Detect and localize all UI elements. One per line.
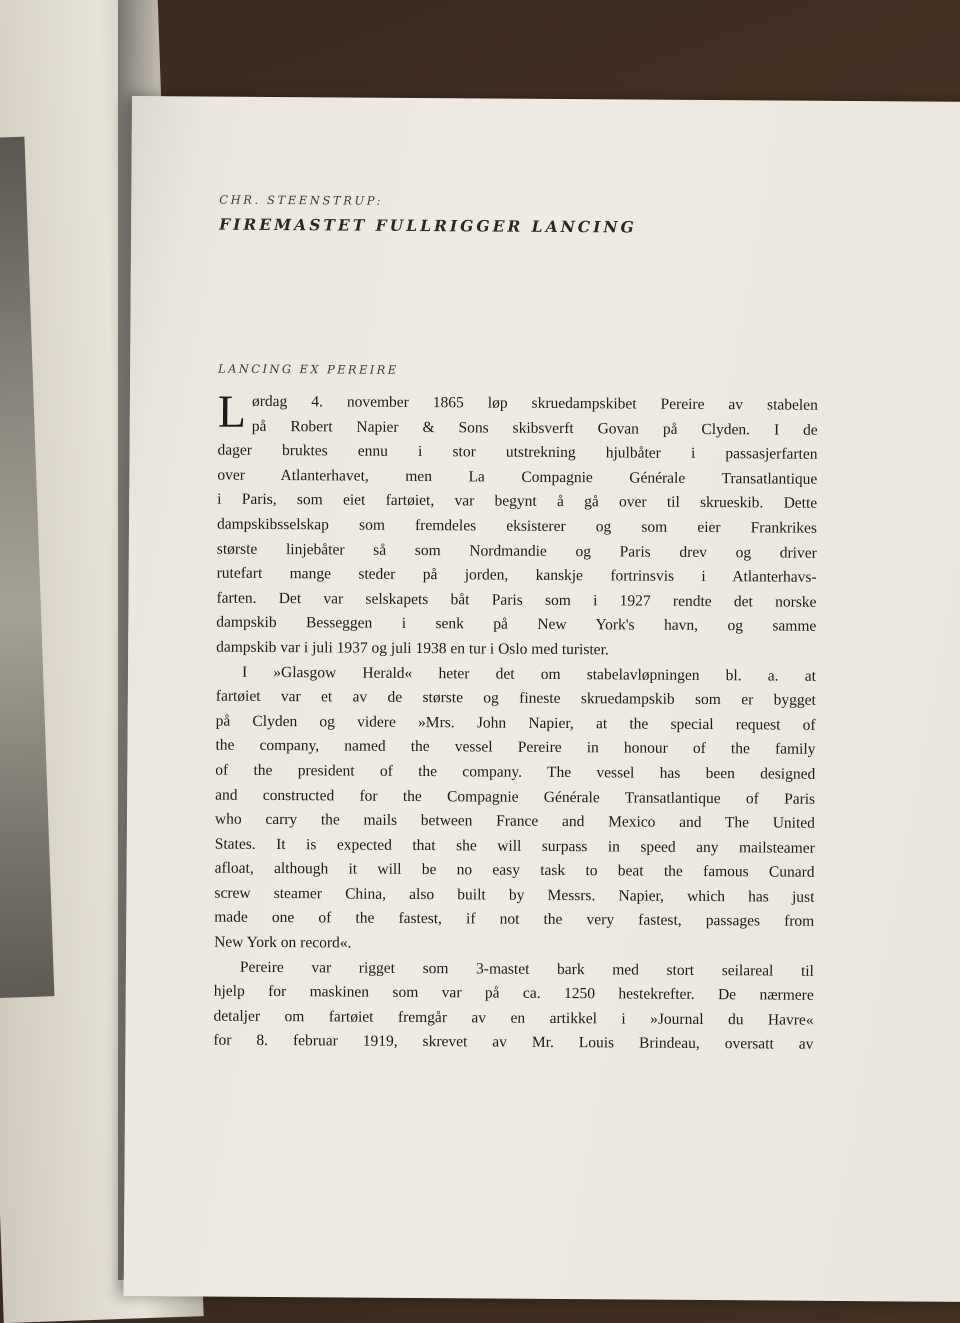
text-line: made one of the fastest, if not the very fastest, passages from: [214, 909, 815, 931]
text-line: på Robert Napier & Sons skibsverft Govan på Clyden. I de: [251, 417, 818, 439]
left-page-photo: [0, 137, 54, 999]
author-line: CHR. STEENSTRUP:: [219, 192, 384, 208]
text-line: States. It is expected that she will surpass in speed any mailsteamer: [214, 835, 815, 857]
chapter-title: FIREMASTET FULLRIGGER LANCING: [219, 214, 637, 237]
text-line: største linjebåter så som Nordmandie og Paris drev og driver: [216, 540, 817, 562]
text-line: for 8. februar 1919, skrevet av Mr. Louis Brindeau, oversatt av: [213, 1032, 814, 1054]
page-content: [213, 193, 819, 1058]
text-line: screw steamer China, also built by Messrs. Napier, which has just: [214, 884, 815, 906]
text-line: i Paris, som eiet fartøiet, var begynt å gå over til skrueskib. Dette: [217, 490, 818, 513]
text-line: rutefart mange steder på jorden, kanskje fortrinsvis i Atlanterhavs-: [216, 564, 817, 586]
text-line: New York on record«.: [214, 933, 352, 952]
text-line: afloat, although it will be no easy task to beat the famous Cunard: [214, 859, 815, 882]
paragraph-3: [213, 955, 814, 1058]
text-line: who carry the mails between France and Mexico and The United: [214, 810, 815, 832]
text-line: of the president of the company. The vessel has been designed: [215, 761, 816, 783]
paragraph-2: [214, 660, 816, 959]
text-line: på Clyden og videre »Mrs. John Napier, at the special request of: [215, 712, 816, 734]
text-line: dampskib Besseggen i senk på New York's havn, og samme: [216, 613, 817, 636]
text-line: detaljer om fartøiet fremgår av en artikkel i »Journal du Havre«: [213, 1007, 814, 1029]
text-line: and constructed for the Compagnie Générale Transatlantique of Paris: [215, 786, 816, 808]
drop-cap: L: [217, 385, 247, 437]
text-line: I »Glasgow Herald« heter det om stabelavløpningen bl. a. at: [241, 663, 817, 685]
text-line: fartøiet var et av de største og fineste skruedampskib som er bygget: [215, 687, 816, 709]
text-line: ørdag 4. november 1865 løp skruedampskibet Pereire av stabelen: [251, 392, 818, 414]
text-line: farten. Det var selskapets båt Paris som i 1927 rendte det norske: [216, 589, 817, 611]
text-line: the company, named the vessel Pereire in honour of the family: [215, 736, 816, 759]
text-line: over Atlanterhavet, men La Compagnie Générale Transatlantique: [217, 466, 818, 488]
text-line: dager bruktes ennu i stor utstrekning hjulbåter i passasjerfarten: [217, 441, 818, 463]
paragraph-1: [216, 385, 818, 665]
body-text: [213, 385, 818, 1058]
text-line: Pereire var rigget som 3-mastet bark med stort seilareal til: [239, 958, 814, 980]
right-page: [124, 96, 960, 1302]
text-line: dampskib var i juli 1937 og juli 1938 en tur i Oslo med turister.: [216, 638, 609, 659]
text-line: hjelp for maskinen som var på ca. 1250 hestekrefter. De nærmere: [213, 982, 814, 1005]
text-line: dampskibsselskap som fremdeles eksisterer og som eier Frankrikes: [216, 515, 818, 537]
section-heading: LANCING EX PEREIRE: [218, 361, 399, 377]
